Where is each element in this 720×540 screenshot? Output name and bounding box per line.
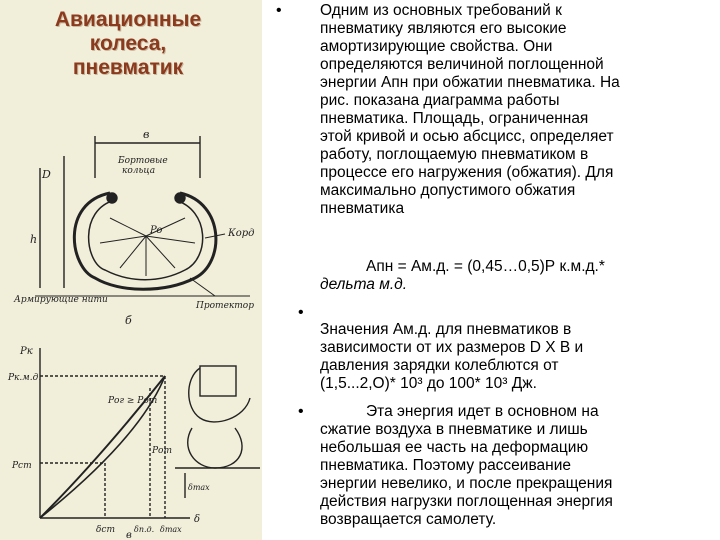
figure-label-b-sub: б <box>125 314 132 327</box>
graph-label-pst: Pст <box>12 461 32 471</box>
bead-ring-right <box>175 193 185 203</box>
text-line: амортизирующие свойства. Они <box>320 38 553 55</box>
figure-label-b: в <box>143 128 150 141</box>
text-line: энергии Апн при обжатии пневматика. На <box>320 74 620 91</box>
graph-label-pk: Pк <box>20 346 33 357</box>
text-line: (1,5...2,О)* 10³ до 100* 10³ Дж. <box>320 375 537 392</box>
tire-outer-wall <box>74 193 216 289</box>
formula-line-2: дельта м.д. <box>320 276 408 293</box>
text-line: небольшая ее часть на деформацию <box>320 439 589 456</box>
figure-label-bead: Бортовые <box>118 156 168 166</box>
figure-label-h: h <box>30 233 38 246</box>
text-line: работу, поглощаемую пневматиком в <box>320 146 589 163</box>
figure-label-p0: Po <box>150 225 163 236</box>
text-line: пневматика. Площадь, ограниченная <box>320 110 589 127</box>
left-panel <box>0 0 262 540</box>
text-line: Одним из основных требований к <box>320 2 562 19</box>
graph-label-delta: δ <box>194 514 201 525</box>
text-line: действия нагрузки поглощенная энергия <box>320 493 613 510</box>
bullet-3-dot: • <box>298 403 304 420</box>
text-line: пневматику являются его высокие <box>320 20 567 37</box>
text-line: пневматика <box>320 200 405 217</box>
text-line: давления зарядки колеблются от <box>320 357 559 374</box>
formula-line-1: Апн = Ам.д. = (0,45…0,5)Р к.м.д.* <box>366 258 605 275</box>
text-line: этой кривой и осью абсцисс, определяет <box>320 128 614 145</box>
text-line: Эта энергия идет в основном на <box>366 403 599 420</box>
graph-label-v: в <box>126 530 132 540</box>
tire-diagram <box>0 118 262 540</box>
bullet-3-text <box>320 403 613 529</box>
tire-figure <box>0 118 262 540</box>
figure-label-tread: Протектор <box>196 301 254 311</box>
bead-ring-left <box>107 193 117 203</box>
text-line: возвращается самолету. <box>320 511 497 528</box>
right-panel <box>262 0 720 540</box>
text-line: определяются величиной поглощенной <box>320 56 604 73</box>
text-line: энергии невелико, и после прекращения <box>320 475 613 492</box>
text-line: сжатие воздуха в пневматике и лишь <box>320 421 588 438</box>
text-line: зависимости от их размеров D X В и <box>320 339 584 356</box>
tire-deflection-sketch <box>175 366 260 498</box>
text-line: максимально допустимого обжатия <box>320 182 576 199</box>
figure-label-cord: Корд <box>228 228 255 239</box>
text-line: процессе его нагружения (обжатия). Для <box>320 164 614 181</box>
formula-block <box>320 258 605 294</box>
graph-label-dst: δст <box>96 525 115 535</box>
figure-label-d: D <box>42 168 51 181</box>
text-line: рис. показана диаграмма работы <box>320 92 560 109</box>
graph-label-dpd: δп.д. <box>134 525 155 534</box>
figure-label-rings: кольца <box>122 166 156 176</box>
slide-title: Авиационные колеса, пневматик <box>54 8 202 80</box>
text-line: пневматика. Поэтому рассеивание <box>320 457 571 474</box>
graph-label-dmax: δmax <box>160 525 182 534</box>
bullet-2-dot: • <box>298 304 304 321</box>
bullet-2-text <box>320 321 583 393</box>
bullet-1-text <box>320 2 620 218</box>
text-line: Значения Ам.д. для пневматиков в <box>320 321 572 338</box>
load-deflection-graph <box>40 348 190 518</box>
sketch-label-dmax: δmax <box>188 483 210 492</box>
graph-label-pot: Pот <box>152 446 173 456</box>
graph-label-pkmd: Pк.м.д. <box>8 373 42 383</box>
graph-label-pog: Pог ≥ Pот <box>108 396 158 406</box>
bullet-1-dot: • <box>276 2 282 19</box>
pressure-arrows <box>100 218 195 276</box>
figure-label-reinforcing: Армирующие нити <box>14 295 108 305</box>
